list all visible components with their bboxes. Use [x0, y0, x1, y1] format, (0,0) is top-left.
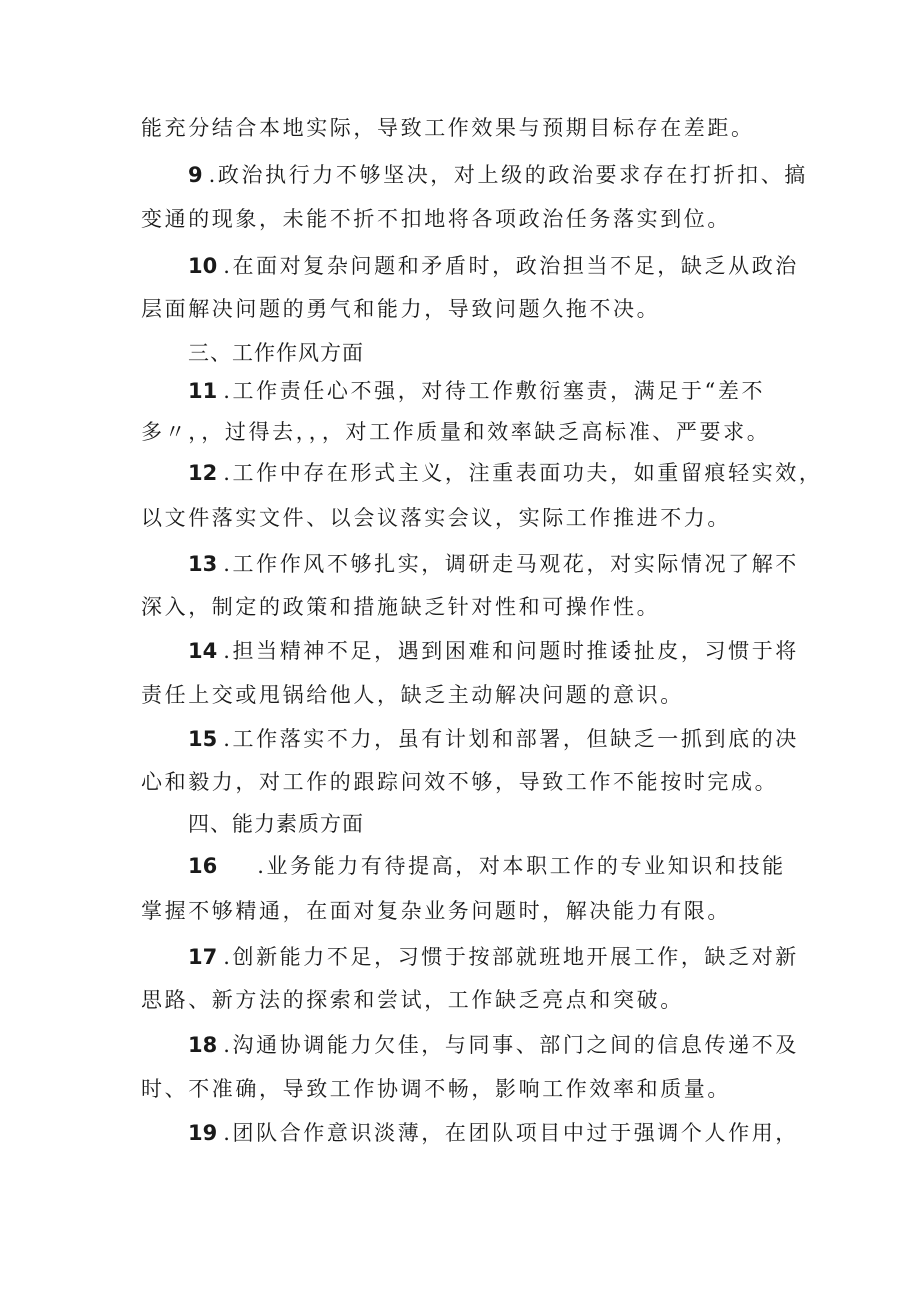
item-number: 14: [188, 639, 218, 663]
item-number: 18: [188, 1033, 218, 1057]
item-number: 13: [188, 552, 218, 576]
item-number: 17: [188, 945, 218, 969]
item-number: 10: [188, 254, 218, 278]
paragraph-line: 17 .创新能力不足，习惯于按部就班地开展工作，缺乏对新: [188, 945, 799, 969]
paragraph-line: 10 .在面对复杂问题和矛盾时，政治担当不足，缺乏从政治: [188, 254, 799, 278]
paragraph-line: 变通的现象，未能不折不扣地将各项政治任务落实到位。: [141, 207, 731, 231]
item-number: 15: [188, 727, 218, 751]
item-number: 9: [188, 163, 203, 187]
paragraph-line: 16 .业务能力有待提高，对本职工作的专业知识和技能: [188, 854, 786, 878]
paragraph-line: 15 .工作落实不力，虽有计划和部署，但缺乏一抓到底的决: [188, 727, 799, 751]
paragraph-line: 13 .工作作风不够扎实，调研走马观花，对实际情况了解不: [188, 552, 799, 576]
paragraph-line: 思路、新方法的探索和尝试，工作缺乏亮点和突破。: [141, 988, 684, 1012]
paragraph-line: 时、不准确，导致工作协调不畅，影响工作效率和质量。: [141, 1077, 731, 1101]
paragraph-line: 19 .团队合作意识淡薄，在团队项目中过于强调个人作用，: [188, 1121, 799, 1145]
paragraph-line: 责任上交或甩锅给他人，缺乏主动解决问题的意识。: [141, 683, 684, 707]
section-heading: 三、工作作风方面: [188, 341, 364, 365]
paragraph-line: 心和毅力，对工作的跟踪问效不够，导致工作不能按时完成。: [141, 770, 779, 794]
item-number: 16: [188, 854, 218, 878]
paragraph-line: 能充分结合本地实际，导致工作效果与预期目标存在差距。: [141, 116, 755, 140]
paragraph-line: 14 .担当精神不足，遇到困难和问题时推诿扯皮，习惯于将: [188, 639, 799, 663]
paragraph-line: 12 .工作中存在形式主义，注重表面功夫，如重留痕轻实效，: [188, 461, 823, 485]
paragraph-line: 深入，制定的政策和措施缺乏针对性和可操作性。: [141, 595, 661, 619]
paragraph-line: 层面解决问题的勇气和能力，导致问题久拖不决。: [141, 297, 661, 321]
paragraph-line: 9 .政治执行力不够坚决，对上级的政治要求存在打折扣、搞: [188, 163, 808, 187]
paragraph-line: 多〃，，过得去，，，对工作质量和效率缺乏高标准、严要求。: [141, 420, 771, 444]
section-heading: 四、能力素质方面: [188, 812, 364, 836]
paragraph-line: 掌握不够精通，在面对复杂业务问题时，解决能力有限。: [141, 899, 731, 923]
item-number: 19: [188, 1121, 218, 1145]
paragraph-line: 18 .沟通协调能力欠佳，与同事、部门之间的信息传递不及: [188, 1033, 799, 1057]
paragraph-line: 以文件落实文件、以会议落实会议，实际工作推进不力。: [141, 506, 731, 530]
item-number: 11: [188, 379, 218, 403]
item-number: 12: [188, 461, 218, 485]
paragraph-line: 11 .工作责任心不强，对待工作敷衍塞责，满足于“差不: [188, 379, 766, 403]
